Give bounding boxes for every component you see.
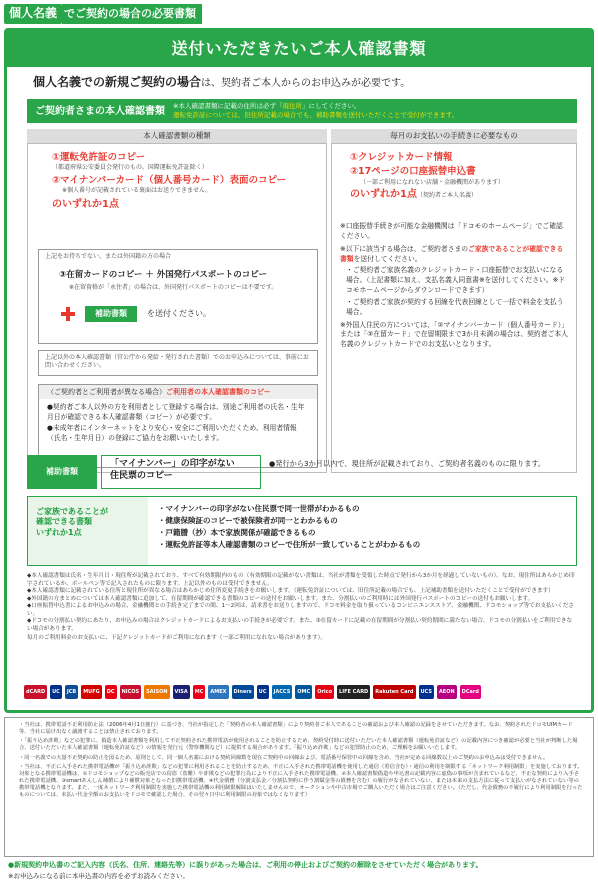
card-logo: NICOS bbox=[120, 685, 142, 699]
card-logo: LIFE CARD bbox=[337, 685, 370, 699]
card-logo: DCard bbox=[460, 685, 481, 699]
note-item: ◆ドコモの分割払い契約にあたり、お申込みの場合はクレジットカードによるお支払いの手続きが必要です。また、③在留カードに記載の在留期間が分割払い契約期間に満たない場合、ドコモの分割払いをご利用できない場合があります。 bbox=[27, 618, 573, 632]
card-logo: Orico bbox=[315, 685, 334, 699]
pay-bullet2: ・ご契約者ご家族が契約する回線を代表回線として一括で料金を支払う場合。 bbox=[346, 297, 564, 316]
user-id-head-hl: ご利用者の本人確認書類のコピー bbox=[166, 388, 271, 396]
family-label2: 確認できる書類 bbox=[36, 517, 92, 527]
note2: 運転免許証については、旧住所記載の場合でも、補助書類を送付いただくことで受付ができます。 bbox=[173, 111, 459, 119]
pay-either-sub: （契約者ご本人名義） bbox=[416, 192, 477, 200]
note-card-intro: 毎月のご利用料金のお支払いに、下記クレジットカードがご利用になれます（一部ご利用になれない場合があります）。 bbox=[27, 635, 326, 642]
contractor-id-bar bbox=[27, 99, 577, 123]
user-id-note1: ●契約者ご本人以外の方を利用者として登録する場合は、別途ご利用者の氏名・生年月日が確認できる本人確認書類（コピー）が必要です。 bbox=[47, 403, 305, 421]
user-id-head-pre: （ご契約者とご利用者が異なる場合） bbox=[47, 388, 166, 396]
family-item: ・健康保険証のコピーで被保険者が同一とわかるもの bbox=[158, 516, 338, 525]
notes-block bbox=[27, 573, 577, 643]
left-column-head: 本人確認書類の種類 bbox=[27, 129, 327, 143]
card-logo: UCS bbox=[419, 685, 434, 699]
family-box bbox=[27, 496, 577, 566]
card-logo: JCB bbox=[65, 685, 78, 699]
pay-credit: ①クレジットカード情報 bbox=[350, 152, 453, 163]
user-id-head bbox=[39, 385, 317, 399]
card-logo: UC bbox=[257, 685, 269, 699]
note-item: ◆本人確認書類は氏名・生年月日・現住所が記載されており、すべて有効期限内のもの（有効期限の記載がない書類は、当社が書類を受領した時点で発行から3か月を経過していないもの）。なお、現住所はあらかじめ印字されているか、ボールペン等で記入されたものに限ります。上記以外のものは受付できません。 bbox=[27, 573, 575, 587]
user-id-notes bbox=[39, 399, 317, 447]
section-tag bbox=[4, 3, 202, 25]
lead-bold: 個人名義での新規ご契約の場合 bbox=[33, 75, 202, 89]
family-label3: いずれか1点 bbox=[36, 527, 82, 537]
card-logo: AEON bbox=[437, 685, 457, 699]
payment-list bbox=[350, 152, 504, 201]
card-logo: UC bbox=[50, 685, 62, 699]
id-item-mynumber-sub: ※個人番号が記載されている裏面はお送りできません。 bbox=[62, 187, 212, 195]
pay-bullet1: ・ご契約者ご家族名義のクレジットカード・口座振替でお支払いになる場合。（上記書類に加え、支払名義人同意書※を送付してください。※ドコモホームページからダウンロードできます） bbox=[346, 266, 566, 295]
foreign-box bbox=[38, 249, 318, 344]
id-item-residence-card-sub: ※在留資格が「永住者」の場合は、外国発行パスポートのコピーは不要です。 bbox=[69, 284, 278, 291]
card-logo: Rakuten Card bbox=[373, 685, 415, 699]
legal-item: ・同一名義での大量不正契約の防止を図るため、原則として、同一個人名義における契約回線数を現在ご契約中の回線および、電話番号保管中の回線を含め、当社が定める回線数以上のご契約のお申込みは受付できません。 bbox=[19, 754, 549, 761]
right-column bbox=[331, 143, 577, 473]
pay-note3: ※外国人住民の方については、「②マイナンバーカード（個人番号カード）」または「③在留カード」で在留期限まで3か月未満の場合は、契約者ご本人名義のクレジットカードでのお支払いとなります。 bbox=[340, 320, 568, 349]
footer-line1: ●新規契約申込書のご記入内容（氏名、住所、連絡先等）に誤りがあった場合は、ご利用の停止およびご契約の解除をさせていただく場合があります。 bbox=[8, 861, 483, 869]
id-item-mynumber: ②マイナンバーカード（個人番号カード）表面のコピー bbox=[52, 175, 287, 187]
pay-note1: ※口座振替手続きが可能な金融機関は「ドコモのホームページ」でご確認ください。 bbox=[340, 222, 563, 240]
footer-line2: ※お申込みになる前に本申込書の内容を必ずお読みください。 bbox=[8, 872, 189, 880]
pay-note2-hl: ご家族であることが確認できる書類 bbox=[340, 244, 564, 263]
pay-bank-sub: （一部ご利用になれない店舗・金融機関があります） bbox=[360, 178, 505, 186]
pay-either: のいずれか1点 bbox=[350, 189, 417, 201]
note-item: ◆口座振替申込書によるお申込みの場合、金融機関との手続き完了までの間、1〜2回は、請求書をお送りしますので、ドコモ料金を取り扱っているコンビニエンスストア、金融機関、ドコモショップ等でお支払いください。 bbox=[27, 603, 574, 617]
family-list bbox=[158, 503, 420, 551]
foreign-box-head: 上記をお持ちでない、または外国籍の方の場合 bbox=[45, 253, 171, 260]
support-doc-line1: 「マイナンバー」の印字がない bbox=[110, 459, 235, 469]
card-logo: VISA bbox=[173, 685, 190, 699]
note1-pre: ※本人確認書類に記載の住所は必ず「 bbox=[173, 102, 283, 111]
lead-text bbox=[33, 75, 410, 91]
id-list bbox=[52, 152, 286, 211]
contractor-id-title: ご契約者さまの本人確認書類 bbox=[35, 105, 165, 117]
pay-note2-pre: ※以下に該当する場合は、ご契約者さまの bbox=[340, 244, 469, 253]
right-column-head: 毎月のお支払いの手続きに必要なもの bbox=[331, 129, 577, 143]
left-column bbox=[27, 143, 327, 473]
page-title: 送付いただきたいご本人確認書類 bbox=[171, 38, 427, 58]
card-logos bbox=[24, 685, 481, 699]
hojo-row bbox=[61, 306, 211, 322]
title-banner bbox=[7, 31, 591, 67]
family-item: ・戸籍謄（抄）本で家族関係が確認できるもの bbox=[158, 528, 316, 537]
contractor-id-notes bbox=[173, 102, 458, 120]
card-logo: AMEX bbox=[208, 685, 228, 699]
family-label1: ご家族であることが bbox=[36, 507, 108, 516]
card-logo: DC bbox=[105, 685, 117, 699]
lead-rest: は、契約者ご本人からのお申込みが必要です。 bbox=[201, 78, 411, 89]
note1-highlight: 現住所 bbox=[282, 102, 302, 111]
family-item: ・運転免許証等本人確認書類のコピーで住所が一致していることがわかるもの bbox=[158, 540, 421, 549]
user-id-note2: ●未成年者にインターネットをより安心・安全にご利用いただくため、利用者情報（氏名・生年月日）の登録にご協力をお願いいたします。 bbox=[47, 424, 297, 442]
note-item: ◆本人確認書類に記載されている住所と現住所が異なる場合はあらかじめ住所変更手続きをお願いします。（運転免許証については、旧住所記載の場合でも、上記補助書類を送付いただくことで受付ができます） bbox=[27, 588, 554, 595]
pay-bank: ②17ページの口座振替申込書 bbox=[350, 166, 476, 178]
legal-item: ・「振り込め詐欺」などの犯罪に、偽造本人確認書類を利用して不正契約された携帯電話が使用されることを防止するため、契約受付時に送付いただいた本人確認書類（運転免許証など）の記載内容につき確認が必要と当社が判断した場合、送付いただいた本人確認書類（運転免許証など）の情報を発行元（警察機関など）に提供する場合があります。「振り込め詐欺」などの犯罪防止のため、ご理解をお願いいたします。 bbox=[19, 738, 578, 752]
id-item-residence-card: ③在留カードのコピー ＋ 外国発行パスポートのコピー bbox=[59, 270, 267, 280]
other-docs-text: 上記以外の本人確認書類（官公庁から発給・発行された書類）でのお申込みについては、事前にお問い合わせください。 bbox=[45, 354, 309, 369]
card-logo: dCARD bbox=[24, 685, 47, 699]
note-item: ◆外国籍の方まとめについては本人確認書類に追加して、在留期間が確認できる書類のコピーの送付をお願いします。また、分割払いのご利用時には外国発行パスポートのコピーの送付もお願いします。 bbox=[27, 595, 534, 602]
card-logo: OMC bbox=[295, 685, 312, 699]
legal-item: ・当社は、不正に入手された携帯電話機が「振り込め詐欺」などの犯罪に利用されることを防止するため、不正に入手された携帯電話機を使用した通信（着信含む）・通信の利用を制限する「ネットワーク利用制限」を実施しております。対象となる携帯電話機は、①ドコモショップなどの販売店での窃盗（盗難）や詐欺などの犯罪行為により不正に入手された携帯電話機、②本人確認書類偽造や申込書の記載内容に虚偽の事項が含まれているなど、不正な契約により入手された携帯電話機、③smartあんしん補償により補償対象となった旧携帯電話機、④代金債務（分割支払金／分割払契約に伴う割賦金等の債務を含む）の履行がなされていない、または本来の支払方法に従って支払いがなされていない等の携帯電話機となります。また、一度ネットワーク利用制限を実施した携帯電話機の利用制限解除はいたしませんので、オークションや中古市場でご購入いただく場合はご注意ください。（ただし、代金債務の不履行により利用制限を行ったものについては、未払い代金全額のお支払いをドコモで確認した場合、その翌々日中に利用制限の対象ではなくなります） bbox=[19, 763, 583, 799]
hojo-badge: 補助書類 bbox=[85, 306, 137, 322]
support-doc-line2: 住民票のコピー bbox=[110, 470, 173, 481]
pay-note2-post: を送付してください。 bbox=[353, 254, 422, 263]
legal-item: ・当社は、携帯電話不正利用防止法（2006年4月1日施行）に基づき、当社が指定した「契約者の本人確認書類」により契約者ご本人であることの確認および本人確認の記録をさせていただきます。なお、契約されたドコモUIMカード等、当社に届け出なく譲渡することは禁止されております。 bbox=[19, 722, 573, 736]
section-tag-rest: でご契約の場合の必要書類 bbox=[62, 4, 202, 24]
id-item-license-sub: （都道府県公安委員会発行のもの。国際運転免許証除く） bbox=[52, 164, 208, 172]
note1-post: 」にしてください。 bbox=[301, 102, 361, 111]
card-logo: SAISON bbox=[144, 685, 169, 699]
card-logo: JACCS bbox=[272, 685, 293, 699]
payment-notes bbox=[340, 222, 568, 350]
plus-icon bbox=[61, 307, 75, 321]
card-logo: Diners bbox=[232, 685, 254, 699]
either-one: のいずれか1点 bbox=[52, 199, 119, 211]
support-doc bbox=[101, 455, 261, 489]
card-logo: MUFG bbox=[81, 685, 102, 699]
support-label: 補助書類 bbox=[27, 455, 97, 489]
support-note: ●発行から3か月以内で、現住所が記載されており、ご契約者名義のものに限ります。 bbox=[269, 459, 546, 468]
other-docs-box bbox=[38, 350, 318, 376]
hojo-post: を送付ください。 bbox=[147, 309, 211, 318]
legal-notes bbox=[4, 717, 594, 857]
id-item-license: ①運転免許証のコピー bbox=[52, 152, 146, 163]
section-tag-main: 個人名義 bbox=[4, 4, 62, 24]
card-logo: MC bbox=[193, 685, 206, 699]
main-frame bbox=[4, 28, 594, 713]
family-item: ・マイナンバーの印字がない住民票で同一世帯がわかるもの bbox=[158, 504, 360, 513]
family-label bbox=[28, 497, 148, 565]
